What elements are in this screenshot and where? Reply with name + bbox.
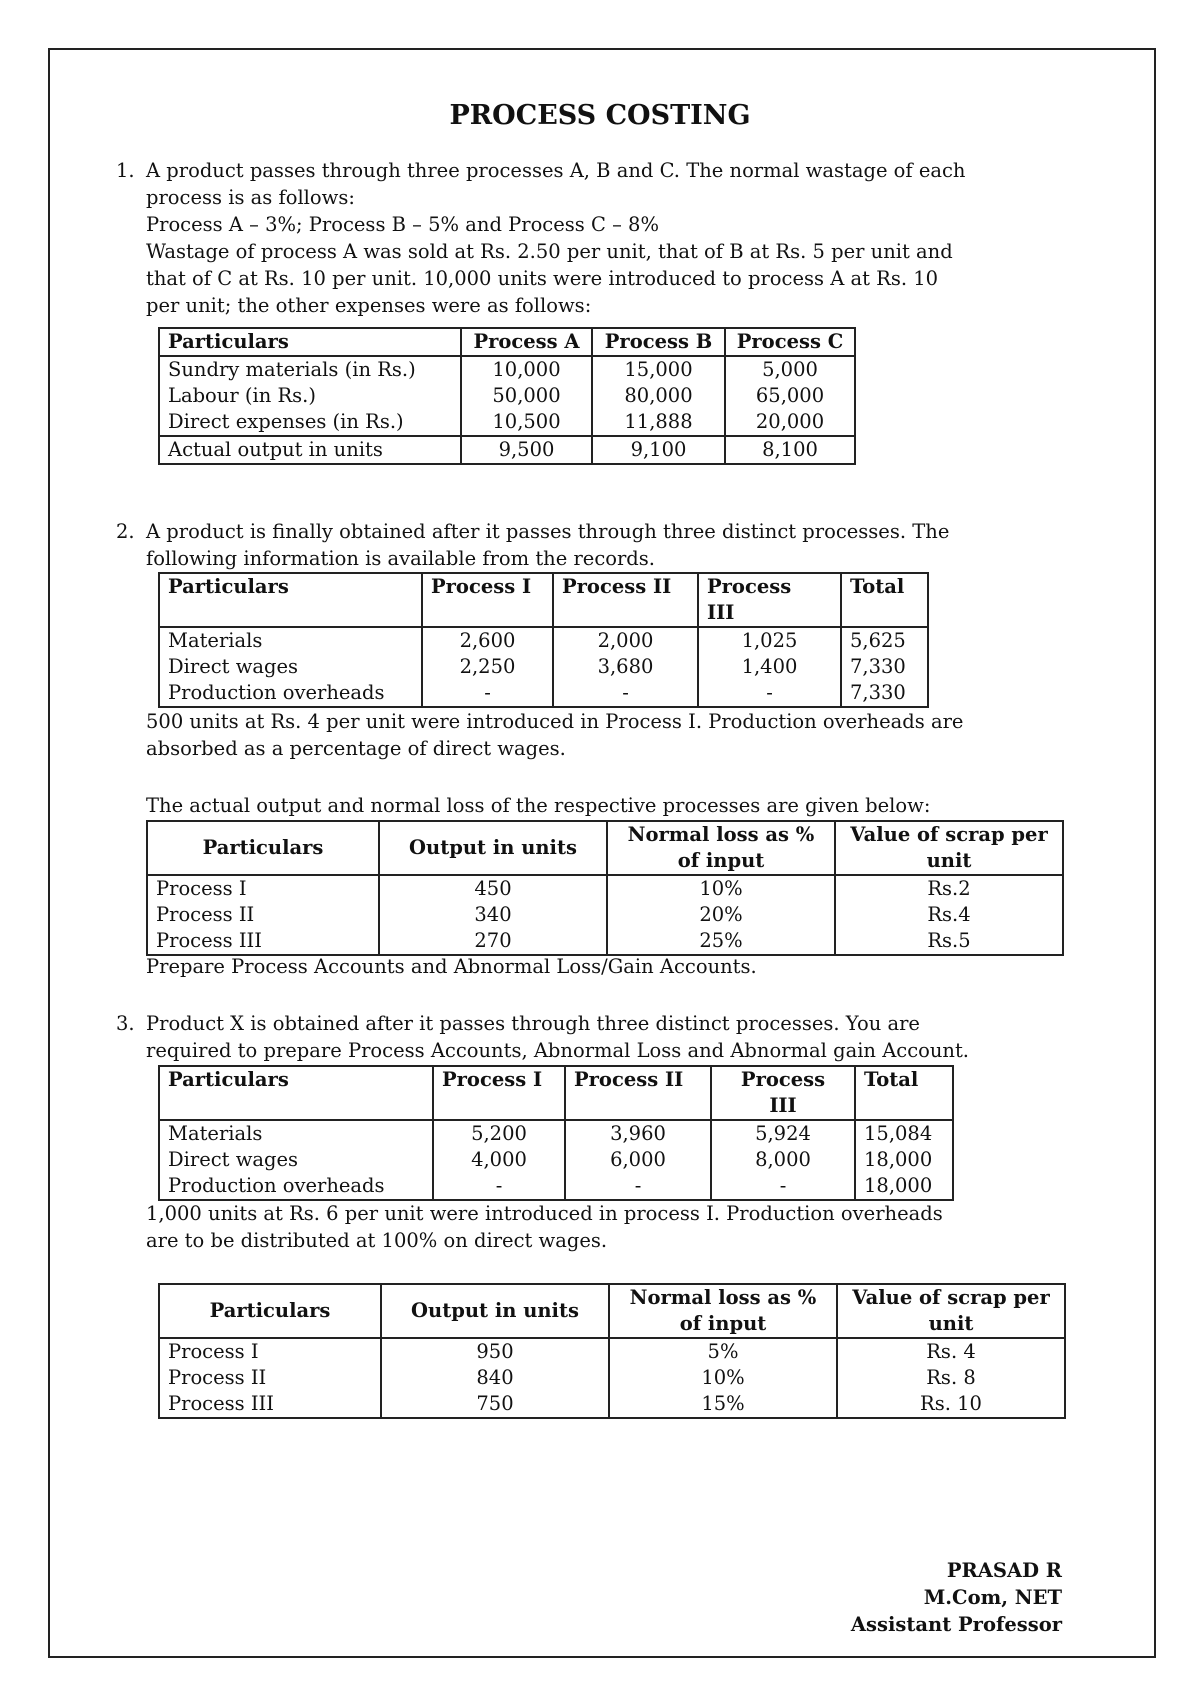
question-text-line: per unit; the other expenses were as follows: bbox=[146, 294, 592, 317]
cell: 10% bbox=[609, 1365, 837, 1391]
cell: 20,000 bbox=[725, 409, 855, 436]
question-text-line: A product is finally obtained after it passes through three distinct processes. The bbox=[146, 520, 950, 543]
header-process-a: Process A bbox=[461, 328, 592, 356]
cell: Rs. 4 bbox=[837, 1338, 1065, 1365]
cell: 1,025 bbox=[698, 627, 841, 654]
table-row bbox=[159, 1338, 1065, 1365]
cell: Rs. 8 bbox=[837, 1365, 1065, 1391]
header-process-2: Process II bbox=[565, 1066, 711, 1120]
cell: 18,000 bbox=[855, 1173, 953, 1200]
table-row bbox=[159, 383, 855, 409]
expenses-table bbox=[158, 327, 856, 465]
question-text-line: Prepare Process Accounts and Abnormal Loss/Gain Accounts. bbox=[146, 955, 757, 978]
header-particulars: Particulars bbox=[159, 573, 422, 627]
cell: 10,000 bbox=[461, 356, 592, 383]
table-row bbox=[159, 680, 928, 707]
cell: 10% bbox=[607, 875, 835, 902]
table-header-row bbox=[159, 1284, 1065, 1338]
header-particulars: Particulars bbox=[159, 1066, 433, 1120]
cell: 3,680 bbox=[553, 654, 698, 680]
cell: Rs.2 bbox=[835, 875, 1063, 902]
output-table bbox=[158, 1283, 1066, 1419]
cell: 10,500 bbox=[461, 409, 592, 436]
question-text-line: 500 units at Rs. 4 per unit were introduced in Process I. Production overheads are bbox=[146, 710, 964, 733]
row-label: Direct expenses (in Rs.) bbox=[159, 409, 461, 436]
table-header-row bbox=[159, 328, 855, 356]
header-output: Output in units bbox=[379, 821, 607, 875]
table-row bbox=[159, 654, 928, 680]
cell: 8,100 bbox=[725, 436, 855, 464]
question-number: 1. bbox=[116, 159, 135, 182]
table-row bbox=[147, 902, 1063, 928]
row-label: Process II bbox=[147, 902, 379, 928]
question-text-line: absorbed as a percentage of direct wages. bbox=[146, 737, 566, 760]
question-number: 2. bbox=[116, 520, 135, 543]
header-process-c: Process C bbox=[725, 328, 855, 356]
table-row bbox=[159, 436, 855, 464]
row-label: Process II bbox=[159, 1365, 381, 1391]
table-row bbox=[159, 1120, 953, 1147]
table-header-row bbox=[159, 1066, 953, 1120]
table-row bbox=[159, 627, 928, 654]
cell: 5,625 bbox=[841, 627, 928, 654]
cell: - bbox=[553, 680, 698, 707]
cell: - bbox=[422, 680, 553, 707]
cell: 50,000 bbox=[461, 383, 592, 409]
table-row bbox=[159, 1365, 1065, 1391]
row-label: Process I bbox=[147, 875, 379, 902]
author-name: PRASAD R bbox=[946, 1559, 1062, 1582]
header-particulars: Particulars bbox=[159, 328, 461, 356]
table-row bbox=[159, 1147, 953, 1173]
cell: - bbox=[711, 1173, 855, 1200]
cell: - bbox=[433, 1173, 565, 1200]
cell: 5% bbox=[609, 1338, 837, 1365]
header-output: Output in units bbox=[381, 1284, 609, 1338]
question-text-line: that of C at Rs. 10 per unit. 10,000 units were introduced to process A at Rs. 10 bbox=[146, 267, 939, 290]
output-table bbox=[146, 820, 1064, 956]
cell: 5,924 bbox=[711, 1120, 855, 1147]
cell: Rs. 10 bbox=[837, 1391, 1065, 1418]
row-label: Materials bbox=[159, 1120, 433, 1147]
table-row bbox=[147, 875, 1063, 902]
question-text-line: Wastage of process A was sold at Rs. 2.50 per unit, that of B at Rs. 5 per unit and bbox=[146, 240, 953, 263]
cell: 4,000 bbox=[433, 1147, 565, 1173]
row-label: Sundry materials (in Rs.) bbox=[159, 356, 461, 383]
cell: 5,000 bbox=[725, 356, 855, 383]
cell: 6,000 bbox=[565, 1147, 711, 1173]
cell: 750 bbox=[381, 1391, 609, 1418]
table-row bbox=[159, 1173, 953, 1200]
header-process-b: Process B bbox=[592, 328, 725, 356]
cell: 7,330 bbox=[841, 654, 928, 680]
header-total: Total bbox=[855, 1066, 953, 1120]
table-row bbox=[159, 356, 855, 383]
question-text-line: are to be distributed at 100% on direct wages. bbox=[146, 1229, 608, 1252]
cell: 9,500 bbox=[461, 436, 592, 464]
question-text-line: required to prepare Process Accounts, Abnormal Loss and Abnormal gain Account. bbox=[146, 1039, 970, 1062]
table-header-row bbox=[147, 821, 1063, 875]
page-title: PROCESS COSTING bbox=[449, 100, 751, 131]
row-label: Process I bbox=[159, 1338, 381, 1365]
cell: 840 bbox=[381, 1365, 609, 1391]
cell: 2,600 bbox=[422, 627, 553, 654]
cost-table bbox=[158, 1065, 954, 1201]
row-label: Process III bbox=[147, 928, 379, 955]
row-label: Direct wages bbox=[159, 1147, 433, 1173]
row-label: Actual output in units bbox=[159, 436, 461, 464]
row-label: Materials bbox=[159, 627, 422, 654]
table-header-row bbox=[159, 573, 928, 627]
header-process-2: Process II bbox=[553, 573, 698, 627]
author-designation: Assistant Professor bbox=[850, 1613, 1062, 1636]
cell: 340 bbox=[379, 902, 607, 928]
cell: Rs.4 bbox=[835, 902, 1063, 928]
header-normal-loss: Normal loss as % of input bbox=[607, 821, 835, 875]
header-process-1: Process I bbox=[422, 573, 553, 627]
header-scrap-value: Value of scrap per unit bbox=[837, 1284, 1065, 1338]
header-particulars: Particulars bbox=[147, 821, 379, 875]
cell: Rs.5 bbox=[835, 928, 1063, 955]
row-label: Process III bbox=[159, 1391, 381, 1418]
cell: 15,084 bbox=[855, 1120, 953, 1147]
row-label: Labour (in Rs.) bbox=[159, 383, 461, 409]
header-scrap-value: Value of scrap per unit bbox=[835, 821, 1063, 875]
cell: 9,100 bbox=[592, 436, 725, 464]
cell: 2,000 bbox=[553, 627, 698, 654]
header-process-3: Process III bbox=[711, 1066, 855, 1120]
row-label: Production overheads bbox=[159, 680, 422, 707]
header-process-1: Process I bbox=[433, 1066, 565, 1120]
cell: 3,960 bbox=[565, 1120, 711, 1147]
cell: - bbox=[565, 1173, 711, 1200]
header-total: Total bbox=[841, 573, 928, 627]
cell: 20% bbox=[607, 902, 835, 928]
cell: 15% bbox=[609, 1391, 837, 1418]
row-label: Direct wages bbox=[159, 654, 422, 680]
cell: 18,000 bbox=[855, 1147, 953, 1173]
question-text-line: Product X is obtained after it passes through three distinct processes. You are bbox=[146, 1012, 920, 1035]
header-process-3: Process III bbox=[698, 573, 841, 627]
author-qualification: M.Com, NET bbox=[923, 1586, 1062, 1609]
question-text-line: 1,000 units at Rs. 6 per unit were introduced in process I. Production overheads bbox=[146, 1202, 943, 1225]
question-text-line: Process A – 3%; Process B – 5% and Process C – 8% bbox=[146, 213, 659, 236]
cell: 25% bbox=[607, 928, 835, 955]
cell: 450 bbox=[379, 875, 607, 902]
cell: - bbox=[698, 680, 841, 707]
table-row bbox=[147, 928, 1063, 955]
cell: 65,000 bbox=[725, 383, 855, 409]
question-text-line: process is as follows: bbox=[146, 186, 355, 209]
question-text-line: The actual output and normal loss of the respective processes are given below: bbox=[146, 794, 931, 817]
header-particulars: Particulars bbox=[159, 1284, 381, 1338]
header-normal-loss: Normal loss as % of input bbox=[609, 1284, 837, 1338]
author-signature-block bbox=[851, 1557, 1062, 1638]
cell: 8,000 bbox=[711, 1147, 855, 1173]
table-row bbox=[159, 409, 855, 436]
cell: 15,000 bbox=[592, 356, 725, 383]
cell: 11,888 bbox=[592, 409, 725, 436]
row-label: Production overheads bbox=[159, 1173, 433, 1200]
cell: 270 bbox=[379, 928, 607, 955]
cell: 80,000 bbox=[592, 383, 725, 409]
cell: 5,200 bbox=[433, 1120, 565, 1147]
question-text-line: A product passes through three processes A, B and C. The normal wastage of each bbox=[146, 159, 966, 182]
cell: 950 bbox=[381, 1338, 609, 1365]
table-row bbox=[159, 1391, 1065, 1418]
cell: 1,400 bbox=[698, 654, 841, 680]
cost-table bbox=[158, 572, 929, 708]
cell: 2,250 bbox=[422, 654, 553, 680]
cell: 7,330 bbox=[841, 680, 928, 707]
question-number: 3. bbox=[116, 1012, 135, 1035]
question-text-line: following information is available from the records. bbox=[146, 547, 655, 570]
